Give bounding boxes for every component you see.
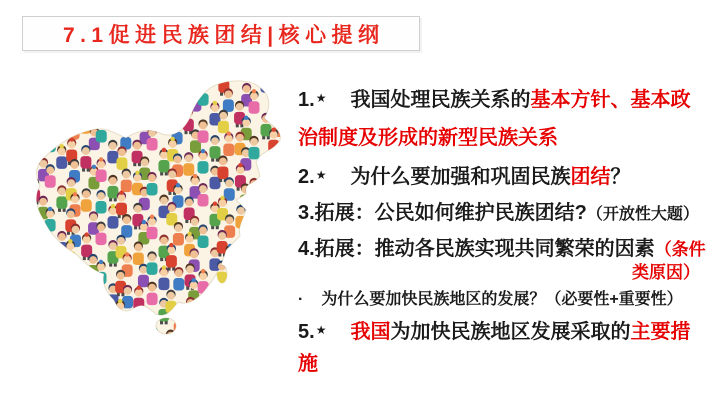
item-4-note-end: 类原因） xyxy=(632,263,700,282)
item-5-highlight-2: 主要措 xyxy=(630,321,691,343)
outline-item-4-line-1 xyxy=(298,237,706,262)
item-1-text: 我国处理民族关系的 xyxy=(350,89,531,111)
item-1-highlight-cont: 治制度及形成的新型民族关系 xyxy=(298,127,558,149)
item-2-question-mark: ？ xyxy=(610,166,631,188)
item-4-note-start: （条件 xyxy=(654,240,706,259)
china-map-people-collage xyxy=(14,78,298,340)
star-icon: ★ xyxy=(315,91,327,105)
item-1-number: 1. xyxy=(298,89,315,111)
item-2-highlight: 团结 xyxy=(570,166,611,188)
item-5-number: 5. xyxy=(298,321,315,343)
item-5-highlight-1: 我国 xyxy=(350,321,391,343)
outline-item-5-line-1 xyxy=(298,320,690,345)
outline-item-1-line-2 xyxy=(298,126,558,151)
item-1-highlight: 基本方针、基本政 xyxy=(530,89,691,111)
item-5-highlight-cont: 施 xyxy=(298,353,318,375)
sub-bullet-text: 为什么要加快民族地区的发展？（必要性+重要性） xyxy=(321,291,683,308)
outline-item-5-line-2 xyxy=(298,352,318,377)
item-3-text: 3.拓展：公民如何维护民族团结? xyxy=(298,202,587,224)
star-icon: ★ xyxy=(315,168,327,182)
item-5-text: 为加快民族地区发展采取的 xyxy=(390,321,631,343)
outline-sub-bullet xyxy=(298,290,683,310)
star-icon: ★ xyxy=(315,323,327,337)
item-2-text: 为什么要加强和巩固民族 xyxy=(350,166,571,188)
outline-item-2 xyxy=(298,165,630,190)
page-title: 7.1促进民族团结|核心提纲 xyxy=(62,23,385,47)
item-4-text: 4.拓展：推动各民族实现共同繁荣的因素 xyxy=(298,238,655,260)
outline xyxy=(298,80,720,390)
outline-item-3 xyxy=(298,201,699,226)
item-3-note: （开放性大题） xyxy=(586,206,699,223)
item-2-number: 2. xyxy=(298,166,315,188)
outline-item-1-line-1 xyxy=(298,88,690,113)
china-map-illustration xyxy=(14,78,298,340)
title-banner xyxy=(22,16,420,51)
outline-item-4-line-2 xyxy=(632,260,700,285)
bullet-icon: · xyxy=(298,291,304,308)
